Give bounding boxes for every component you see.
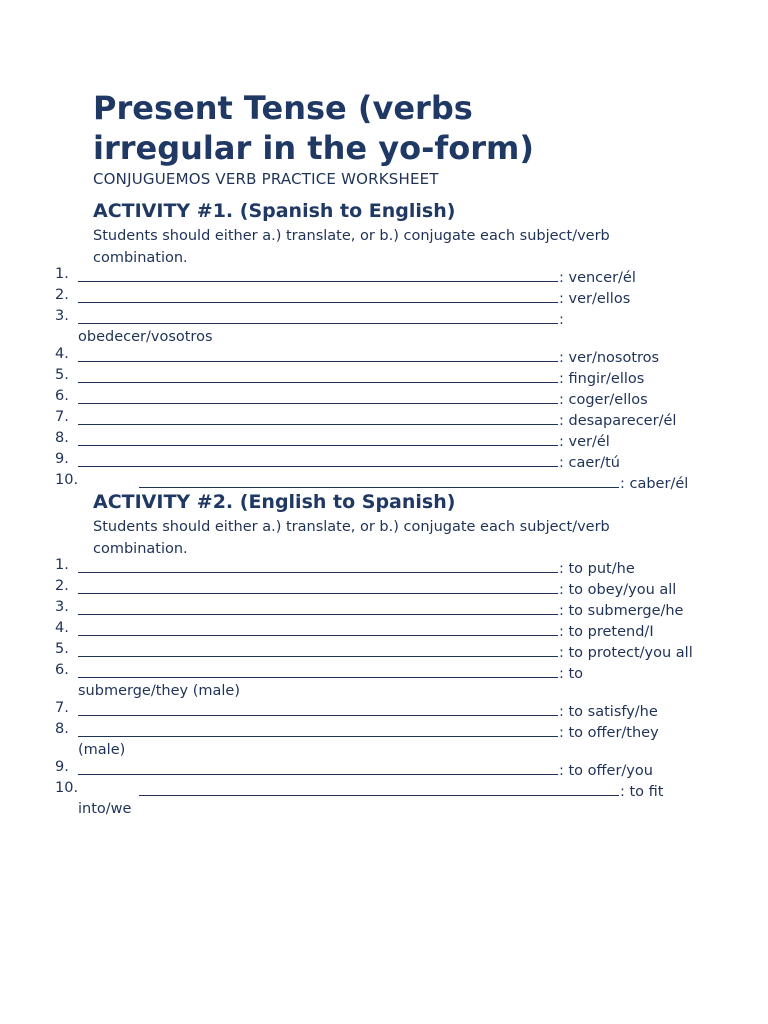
list-item [55,700,695,721]
item-prompt: : coger/ellos [559,392,648,408]
list-item [55,367,695,388]
item-number: 1. [55,266,69,282]
answer-blank[interactable] [78,557,558,573]
item-number: 3. [55,308,69,324]
list-item [55,759,695,780]
item-prompt: : obedecer/vosotros [78,312,564,345]
answer-blank[interactable] [78,367,558,383]
item-number: 7. [55,700,69,716]
activity-2-heading: ACTIVITY #2. (English to Spanish) [93,491,456,513]
list-item [55,557,695,578]
list-item [55,721,695,759]
answer-blank[interactable] [78,721,558,737]
answer-blank[interactable] [139,780,619,796]
list-item [55,451,695,472]
item-prompt: : to offer/you [559,763,653,779]
answer-blank[interactable] [78,287,558,303]
item-prompt: : ver/nosotros [559,350,660,366]
item-number: 2. [55,287,69,303]
item-number: 4. [55,346,69,362]
item-number: 7. [55,409,69,425]
page-title: Present Tense (verbs irregular in the yo-form) [93,89,534,167]
item-number: 8. [55,430,69,446]
list-item [55,409,695,430]
item-prompt: : to put/he [559,561,635,577]
item-number: 2. [55,578,69,594]
list-item [55,662,695,700]
item-number: 6. [55,388,69,404]
answer-blank[interactable] [78,641,558,657]
answer-blank[interactable] [78,308,558,324]
activity-1-instructions: Students should either a.) translate, or b.) conjugate each subject/verb combination. [93,228,610,266]
list-item [55,578,695,599]
activity-2-instructions: Students should either a.) translate, or b.) conjugate each subject/verb combination. [93,519,610,557]
item-prompt: : ver/él [559,434,610,450]
item-prompt: : to submerge/he [559,603,684,619]
item-prompt: : to pretend/I [559,624,654,640]
answer-blank[interactable] [78,451,558,467]
item-number: 6. [55,662,69,678]
answer-blank[interactable] [78,662,558,678]
answer-blank[interactable] [78,620,558,636]
activity-1-list [55,266,695,493]
item-prompt: : fingir/ellos [559,371,645,387]
list-item [55,287,695,308]
item-prompt: : caer/tú [559,455,620,471]
list-item [55,641,695,662]
item-prompt: : vencer/él [559,270,636,286]
item-prompt: : to satisfy/he [559,704,658,720]
item-prompt: : to fit into/we [78,784,664,817]
answer-blank[interactable] [78,430,558,446]
item-number: 3. [55,599,69,615]
activity-1-heading: ACTIVITY #1. (Spanish to English) [93,200,456,222]
answer-blank[interactable] [78,700,558,716]
item-number: 10. [55,472,79,488]
list-item [55,308,695,346]
item-number: 8. [55,721,69,737]
item-number: 9. [55,451,69,467]
item-prompt: : to protect/you all [559,645,693,661]
list-item [55,620,695,641]
answer-blank[interactable] [78,409,558,425]
item-number: 5. [55,641,69,657]
item-prompt: : desaparecer/él [559,413,677,429]
item-prompt: : caber/él [620,476,689,492]
list-item [55,346,695,367]
item-number: 4. [55,620,69,636]
item-number: 10. [55,780,79,796]
answer-blank[interactable] [78,578,558,594]
answer-blank[interactable] [78,599,558,615]
activity-2-list [55,557,695,818]
list-item [55,266,695,287]
answer-blank[interactable] [139,472,619,488]
list-item [55,599,695,620]
item-prompt: : to offer/they (male) [78,725,659,758]
item-number: 1. [55,557,69,573]
answer-blank[interactable] [78,759,558,775]
answer-blank[interactable] [78,388,558,404]
item-number: 9. [55,759,69,775]
list-item [55,430,695,451]
item-prompt: : to submerge/they (male) [78,666,584,699]
item-number: 5. [55,367,69,383]
page-subtitle: CONJUGUEMOS VERB PRACTICE WORKSHEET [93,170,439,188]
answer-blank[interactable] [78,346,558,362]
list-item [55,780,695,818]
answer-blank[interactable] [78,266,558,282]
item-prompt: : ver/ellos [559,291,631,307]
list-item [55,388,695,409]
item-prompt: : to obey/you all [559,582,677,598]
